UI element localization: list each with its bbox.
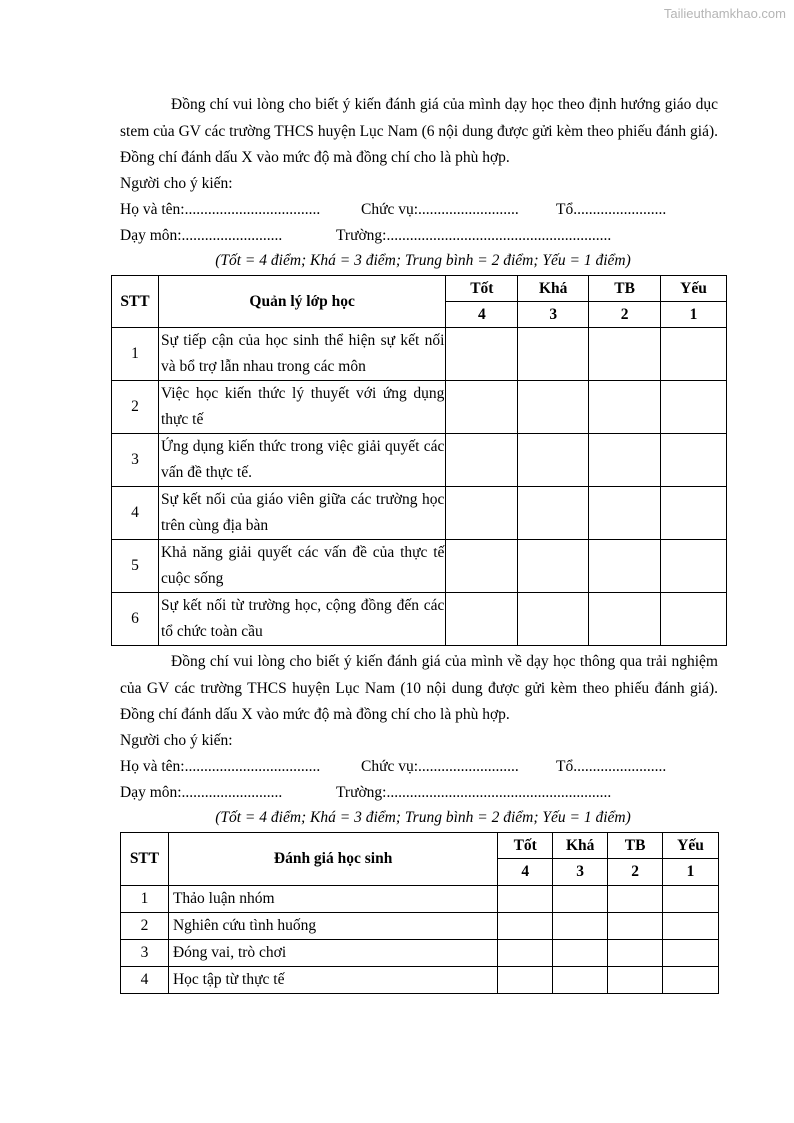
rating-cell[interactable]	[446, 434, 518, 487]
section1-group-field: Tổ........................	[556, 201, 667, 218]
table-row	[112, 540, 727, 593]
rating-cell[interactable]	[589, 593, 661, 646]
rating-cell[interactable]	[661, 487, 727, 540]
score-4: 4	[446, 302, 518, 328]
rating-cell[interactable]	[589, 487, 661, 540]
rating-cell[interactable]	[498, 967, 553, 994]
section2-respondent-label: Người cho ý kiến:	[120, 732, 233, 749]
row-stt: 4	[121, 967, 169, 994]
section2-school-field: Trường:..........................................................	[336, 784, 612, 801]
col-header-stt: STT	[121, 833, 169, 886]
section1-respondent-label: Người cho ý kiến:	[120, 175, 233, 192]
section1-scale-note: (Tốt = 4 điểm; Khá = 3 điểm; Trung bình = 2 điểm; Yếu = 1 điểm)	[215, 252, 631, 269]
rating-cell[interactable]	[518, 434, 589, 487]
row-text: Khả năng giải quyết các vấn đề của thực tế cuộc sống	[158, 540, 445, 593]
rating-cell[interactable]	[661, 593, 727, 646]
row-text: Ứng dụng kiến thức trong việc giải quyết các vấn đề thực tế.	[158, 434, 445, 487]
rating-cell[interactable]	[446, 328, 518, 381]
section2-scale-note: (Tốt = 4 điểm; Khá = 3 điểm; Trung bình = 2 điểm; Yếu = 1 điểm)	[215, 809, 631, 826]
rating-cell[interactable]	[663, 967, 719, 994]
rating-cell[interactable]	[589, 540, 661, 593]
col-header-kha: Khá	[518, 276, 589, 302]
row-text: Việc học kiến thức lý thuyết với ứng dụng thực tế	[158, 381, 445, 434]
section1-school-field: Trường:..........................................................	[336, 227, 612, 244]
score-2: 2	[608, 859, 663, 886]
rating-cell[interactable]	[553, 886, 608, 913]
row-stt: 5	[112, 540, 159, 593]
rating-cell[interactable]	[589, 328, 661, 381]
row-text: Sự kết nối của giáo viên giữa các trường học trên cùng địa bàn	[158, 487, 445, 540]
watermark: Tailieuthamkhao.com	[663, 6, 786, 21]
col-header-yeu: Yếu	[661, 276, 727, 302]
rating-cell[interactable]	[553, 940, 608, 967]
rating-cell[interactable]	[518, 540, 589, 593]
section2-name-field: Họ và tên:...................................	[120, 758, 321, 775]
rating-cell[interactable]	[661, 434, 727, 487]
section2-subject-field: Dạy môn:..........................	[120, 784, 283, 801]
score-1: 1	[661, 302, 727, 328]
row-stt: 2	[112, 381, 159, 434]
score-3: 3	[553, 859, 608, 886]
score-4: 4	[498, 859, 553, 886]
col-header-title: Quản lý lớp học	[158, 276, 445, 328]
rating-cell[interactable]	[661, 328, 727, 381]
score-1: 1	[663, 859, 719, 886]
section2-position-field: Chức vụ:..........................	[361, 758, 519, 775]
col-header-tb: TB	[589, 276, 661, 302]
table-row	[112, 328, 727, 381]
row-stt: 1	[112, 328, 159, 381]
col-header-tot: Tốt	[446, 276, 518, 302]
section1-subject-field: Dạy môn:..........................	[120, 227, 283, 244]
section1-name-field: Họ và tên:...................................	[120, 201, 321, 218]
col-header-kha: Khá	[553, 833, 608, 859]
row-stt: 3	[112, 434, 159, 487]
rating-cell[interactable]	[553, 913, 608, 940]
row-text: Sự kết nối từ trường học, cộng đồng đến các tổ chức toàn cầu	[158, 593, 445, 646]
rating-cell[interactable]	[498, 940, 553, 967]
row-stt: 1	[121, 886, 169, 913]
row-text: Sự tiếp cận của học sinh thể hiện sự kết nối và bổ trợ lẫn nhau trong các môn	[158, 328, 445, 381]
rating-cell[interactable]	[498, 913, 553, 940]
table-row	[112, 381, 727, 434]
table-row	[121, 940, 719, 967]
rating-cell[interactable]	[608, 913, 663, 940]
rating-cell[interactable]	[446, 593, 518, 646]
section2-table	[120, 832, 719, 994]
table-row	[112, 434, 727, 487]
row-stt: 3	[121, 940, 169, 967]
col-header-yeu: Yếu	[663, 833, 719, 859]
row-stt: 4	[112, 487, 159, 540]
rating-cell[interactable]	[446, 381, 518, 434]
rating-cell[interactable]	[518, 487, 589, 540]
table-row	[121, 886, 719, 913]
rating-cell[interactable]	[589, 434, 661, 487]
row-text: Thảo luận nhóm	[168, 886, 497, 913]
row-text: Nghiên cứu tình huống	[168, 913, 497, 940]
table-row	[112, 487, 727, 540]
score-3: 3	[518, 302, 589, 328]
rating-cell[interactable]	[663, 913, 719, 940]
rating-cell[interactable]	[518, 593, 589, 646]
rating-cell[interactable]	[518, 328, 589, 381]
rating-cell[interactable]	[608, 967, 663, 994]
rating-cell[interactable]	[661, 540, 727, 593]
rating-cell[interactable]	[446, 540, 518, 593]
row-stt: 6	[112, 593, 159, 646]
rating-cell[interactable]	[446, 487, 518, 540]
rating-cell[interactable]	[608, 940, 663, 967]
score-2: 2	[589, 302, 661, 328]
table-row	[112, 593, 727, 646]
rating-cell[interactable]	[518, 381, 589, 434]
col-header-title: Đánh giá học sinh	[168, 833, 497, 886]
rating-cell[interactable]	[661, 381, 727, 434]
row-stt: 2	[121, 913, 169, 940]
section1-position-field: Chức vụ:..........................	[361, 201, 519, 218]
col-header-tb: TB	[608, 833, 663, 859]
table-row	[121, 913, 719, 940]
section2-intro: Đồng chí vui lòng cho biết ý kiến đánh giá của mình về dạy học thông qua trải nghiệm của GV các trường THCS huyện Lục Nam (10 nội dung được gửi kèm theo phiếu đánh giá). Đồng chí đánh dấu X vào mức độ mà đồng chí cho là phù hợp.	[120, 653, 718, 723]
rating-cell[interactable]	[663, 940, 719, 967]
row-text: Học tập từ thực tế	[168, 967, 497, 994]
rating-cell[interactable]	[498, 886, 553, 913]
section1-table	[111, 275, 727, 646]
rating-cell[interactable]	[608, 886, 663, 913]
section2-group-field: Tổ........................	[556, 758, 667, 775]
col-header-stt: STT	[112, 276, 159, 328]
rating-cell[interactable]	[589, 381, 661, 434]
rating-cell[interactable]	[553, 967, 608, 994]
col-header-tot: Tốt	[498, 833, 553, 859]
section1-intro: Đồng chí vui lòng cho biết ý kiến đánh giá của mình dạy học theo định hướng giáo dục stem của GV các trường THCS huyện Lục Nam (6 nội dung được gửi kèm theo phiếu đánh giá). Đồng chí đánh dấu X vào mức độ mà đồng chí cho là phù hợp.	[120, 96, 718, 166]
table-row	[121, 967, 719, 994]
row-text: Đóng vai, trò chơi	[168, 940, 497, 967]
rating-cell[interactable]	[663, 886, 719, 913]
